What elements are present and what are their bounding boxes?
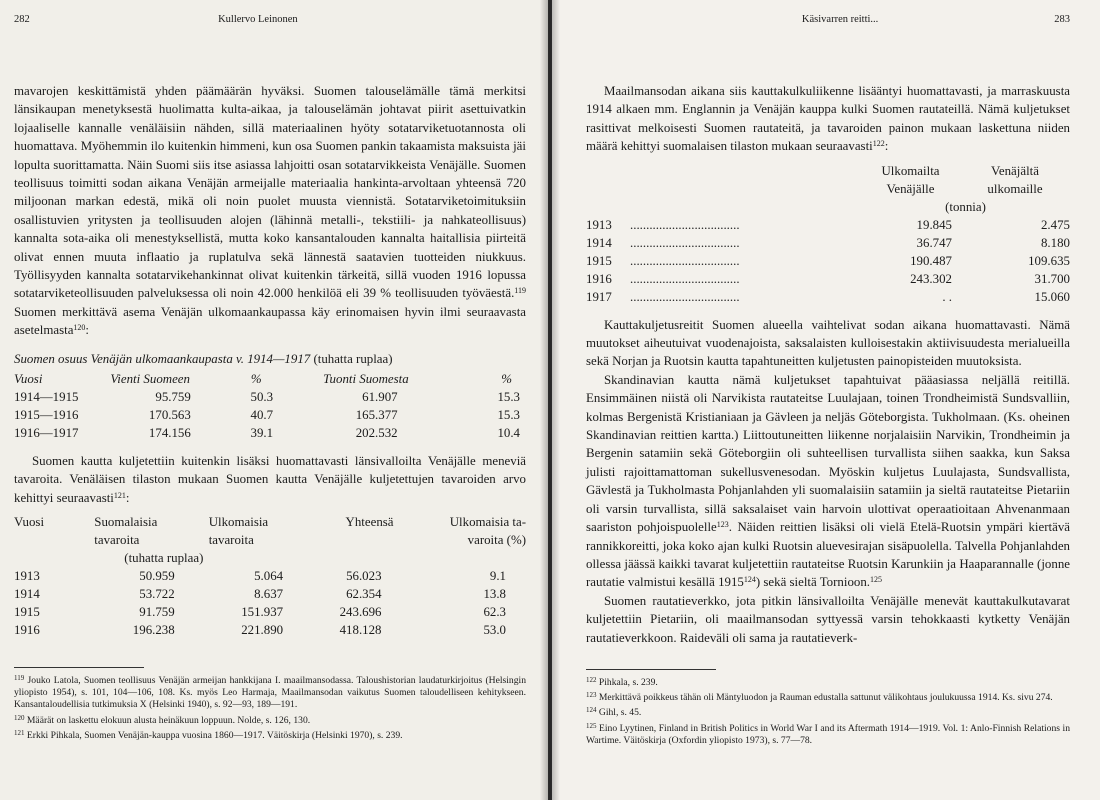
table-cell: 243.696	[339, 604, 382, 619]
table-cell: 174.156	[148, 425, 191, 440]
table-cell: 15.060	[1034, 289, 1070, 304]
footnote-125	[586, 720, 1070, 747]
table1-caption-unit: (tuhatta ruplaa)	[310, 351, 393, 366]
table-cell: 165.377	[355, 407, 398, 422]
table-cell: 56.023	[346, 568, 382, 583]
left-paragraph-2-text: Suomen kautta kuljetettiin kuitenkin lisäksi huomattavasti länsivalloilta Venäjälle meneviä tavaroita. Venäläisen tilaston mukaan Suomen kautta Venäjälle kuljetettujen tavaroiden arvo kehittyi seuraavasti	[14, 453, 526, 505]
table-row	[14, 388, 526, 406]
footnote-number: 125	[586, 721, 597, 730]
right-paragraph-4: Suomen rautatieverkko, jota pitkin länsivalloilta Venäjälle menevät kauttakulkutavarat kuljetettiin Pietariin, oli maailmansodan syttyessä varsin tehokkaasti kytketty Venäjän rautatieverkkoon. Raideväli oli sama ja rautatieverk-	[586, 593, 1070, 645]
footnote-ref-125: 125	[870, 575, 883, 585]
left-paragraph-2	[14, 452, 526, 507]
left-page	[0, 0, 548, 800]
right-page	[552, 0, 1100, 800]
left-footnotes	[14, 672, 526, 742]
footnote-ref-119: 119	[514, 286, 526, 296]
footnote-number: 120	[14, 713, 25, 722]
table-cell: 1915	[586, 253, 612, 268]
table2-header: varoita (%)	[467, 532, 526, 547]
table-cell: 109.635	[1028, 253, 1070, 268]
table2-unit-row	[14, 549, 526, 567]
table-cell: 36.747	[916, 235, 952, 250]
table-cell: 418.128	[339, 622, 382, 637]
table-cell: 50.3	[250, 389, 274, 404]
table-row	[586, 234, 1070, 252]
right-running-header	[586, 14, 1070, 28]
table-transit-goods-value	[14, 513, 526, 639]
footnote-ref-124: 124	[743, 575, 756, 585]
leader-dots: ..................................	[630, 235, 740, 250]
table-cell: 1913	[14, 568, 40, 583]
table2-header: Ulkomaisia ta-	[449, 514, 526, 529]
footnote-ref-122: 122	[872, 139, 885, 149]
table3-header: Ulkomailta	[881, 163, 940, 178]
footnote-121	[14, 727, 526, 742]
table-row	[14, 406, 526, 424]
footnote-120	[14, 712, 526, 727]
left-paragraph-1	[14, 82, 526, 340]
footnote-text: Määrät on laskettu elokuun alusta heinäkuun loppuun. Nolde, s. 126, 130.	[26, 714, 311, 726]
table-cell: 170.563	[148, 407, 191, 422]
right-paragraph-1-text: Maailmansodan aikana siis kauttakulkuliikenne lisääntyi huomattavasti, ja marraskuusta 1914 alkaen mm. Englannin ja Venäjän kauppa kulki Suomen rautateillä. Nämä kuljetukset rasittivat melkoisesti Suomen rautateitä, ja tavaroiden painon mukaan laskettuna niiden määrä kehittyi suomalaisen tilaston mukaan seuraavasti	[586, 84, 1070, 154]
left-paragraph-1-text-b: Suomen merkittävä asema Venäjän ulkomaankaupassa käy erinomaisen hyvin ilmi seuraavasta asetelmasta	[14, 304, 526, 338]
table-cell: 1914	[586, 235, 612, 250]
left-paragraph-2-end: :	[125, 490, 130, 505]
table1-caption-title: Suomen osuus Venäjän ulkomaankaupasta v. 1914—1917	[14, 351, 311, 366]
footnote-number: 124	[586, 706, 597, 715]
table-cell: 13.8	[483, 586, 506, 601]
table-cell: 1914	[14, 586, 40, 601]
table2-header-row-2	[14, 531, 526, 549]
right-paragraph-3-text: Skandinavian kautta nämä kuljetukset tapahtuivat pääasiassa neljällä reitillä. Ensimmäinen niistä oli Narvikista rautateitse Luulajaan, toinen Trondheimistä Sundsvalliin, kolmas Bergenistä Kristianiaan ja Gävleen ja neljäs Göteborgista. Tukholmaan. (Ks. oheinen Skandinavian reittien kartta.) Liittoutuneitten liikenne norjalaisiin Narvikin, Trondheimin ja Bergenin satamiin sekä Göteborgiin oli suhteellisen turvallista siihen saakka, kun Saksa julisti rajoittamattoman sukellusvenesodan. Myöskin kuljetus Luulajasta, Sundsvallista, Gävlestä ja Tukholmasta Pohjanlahden yli suomalaisiin satamiin ja sieltä rautateitse Pietariin oli varsin turvallista, sillä saksalaiset vain harvoin ulottivat operaatioitaan Ahvenanmaan saariston pohjoispuolelle	[586, 372, 1070, 535]
footnote-text: Erkki Pihkala, Suomen Venäjän-kauppa vuosina 1860—1917. Väitöskirja (Helsinki 1970), s. 239.	[26, 729, 403, 741]
table2-unit: (tuhatta ruplaa)	[124, 550, 204, 565]
table-russia-trade-share	[14, 370, 526, 442]
table-cell: 19.845	[916, 217, 952, 232]
table-row	[14, 603, 526, 621]
footnote-ref-120: 120	[73, 323, 86, 333]
table-cell: 62.354	[346, 586, 382, 601]
left-running-head: Kullervo Leinonen	[218, 14, 298, 25]
table-row	[586, 270, 1070, 288]
table-cell: 221.890	[241, 622, 284, 637]
table1-header: %	[250, 371, 262, 386]
table3-header: ulkomaille	[987, 181, 1043, 196]
table3-header: Venäjältä	[991, 163, 1039, 178]
right-paragraph-3-text-c: ) sekä sieltä Tornioon.	[755, 575, 871, 590]
right-paragraph-3	[586, 371, 1070, 592]
table-row	[14, 567, 526, 585]
footnote-124	[586, 704, 1070, 719]
right-paragraph-3-text-b: . Näiden reittien lisäksi oli vielä Etelä-Ruotsin ympäri kiertävä rannikkoreitti, joka koko ajan kulki Ruotsin aluevesirajan sisäpuolella. Talvella Pohjanlahden ollessa jäässä kaikki tavarat kuljetettiin rautateitse Ruotsin Karunkiin ja Haaparannalle (jonne rautatie valmistui kesällä 1915	[586, 520, 1071, 590]
left-paragraph-1-text: mavarojen keskittämistä yhden päämäärän hyväksi. Suomen talouselämälle tämä merkitsi länsikaupan menetyksestä huolimatta kulta-aikaa, ja talouselämän johtavat piirit asettuivatkin lojaaliselle kannalle venäläisiin nähden, sillä materiaalinen hyöty sotatarviketuotannosta oli huomattava. Myöhemmin ilo kuitenkin himmeni, kun osa Suomen pankin takaamista maksuista jäi lopulta suorittamatta. Näin Suomi siis itse asiassa lahjoitti osan sotatarvikkeista Venäjälle. Suomen teollisuus toimitti sodan aikana Venäjän armeijalle materiaalia hankinta-arvoltaan yhteensä 720 miljoonan markan edestä, mikä oli noin puolet muusta viennistä. Sotatarviketoimituksiin osallistuvien yritysten ja teollisuuden alojen (lähinnä metalli-, tekstiili- ja nahkateollisuus) kannalta sota-aika oli menestyksellistä, mutta koko kansantalouden kannalta haitallisia piirteitä olivat ennen muuta inflaatio ja ruplatulva sekä lännestä saatavien tuotteiden niukkuus. Työllisyyden kannalta sotatarvikehankinnat olivat kuitenkin tärkeitä, sillä vuoden 1916 lopussa sotatarviketeollisuuden palveluksessa oli noin 42.000 henkilöä eli 39 % teollisuuden työväestä.	[14, 84, 526, 301]
table-cell: 50.959	[139, 568, 175, 583]
table1-header: Vuosi	[14, 371, 43, 386]
table-cell: 1916	[14, 622, 40, 637]
table-cell: 95.759	[155, 389, 191, 404]
table-cell: 196.238	[132, 622, 175, 637]
table3-unit: (tonnia)	[945, 199, 986, 214]
left-footnote-rule	[14, 667, 144, 668]
table-row	[14, 424, 526, 442]
table1-header: Vienti Suomeen	[110, 371, 190, 386]
table2-header: tavaroita	[94, 532, 140, 547]
table-row	[14, 585, 526, 603]
table-row	[14, 621, 526, 639]
table3-header-row-2	[586, 180, 1070, 198]
table-cell: 202.532	[355, 425, 398, 440]
left-paragraph-1-end: :	[85, 323, 90, 338]
table-row	[586, 288, 1070, 306]
leader-dots: ..................................	[630, 289, 740, 304]
table-cell: 39.1	[250, 425, 274, 440]
table1-header-row	[14, 370, 526, 388]
table-cell: 8.637	[254, 586, 284, 601]
table-cell: 53.0	[483, 622, 506, 637]
table1-header: %	[501, 371, 512, 386]
table2-header: Yhteensä	[345, 514, 394, 529]
table-cell: 61.907	[362, 389, 398, 404]
left-running-header	[14, 14, 526, 28]
table2-header: tavaroita	[208, 532, 254, 547]
table-row	[586, 216, 1070, 234]
right-footnotes	[586, 674, 1070, 747]
table2-header: Vuosi	[14, 514, 45, 529]
table1-header: Tuonti Suomesta	[323, 371, 409, 386]
table-cell: 5.064	[254, 568, 284, 583]
table3-unit-row	[586, 198, 1070, 216]
right-paragraph-1-end: :	[884, 139, 889, 154]
table-cell: 1913	[586, 217, 612, 232]
leader-dots: ..................................	[630, 217, 740, 232]
right-running-head: Käsivarren reitti...	[801, 14, 879, 25]
table3-header-row	[586, 162, 1070, 180]
footnote-ref-121: 121	[113, 490, 126, 500]
right-paragraph-1	[586, 82, 1070, 156]
table3-header: Venäjälle	[886, 181, 935, 196]
leader-dots: ..................................	[630, 253, 740, 268]
table-cell: 31.700	[1034, 271, 1070, 286]
table-cell: 15.3	[497, 407, 520, 422]
footnote-text: Pihkala, s. 239.	[598, 676, 658, 688]
table-cell: 1916	[586, 271, 612, 286]
table-cell: 15.3	[497, 389, 520, 404]
right-paragraph-2: Kauttakuljetusreitit Suomen alueella vaihtelivat sodan aikana huomattavasti. Nämä muutokset aiheutuivat vuodenajoista, saksalaisten kulloisestakin aktiivisuudesta merialueilla sekä Norjan ja Ruotsin kautta tapahtuneitten kuljetusten painopisteiden muutoksista.	[586, 317, 1070, 369]
table-cell: 1916—1917	[14, 425, 79, 440]
table-cell: 190.487	[910, 253, 952, 268]
table-cell: 40.7	[250, 407, 274, 422]
footnote-122	[586, 674, 1070, 689]
footnote-text: Eino Lyytinen, Finland in British Politics in World War I and its Aftermath 1914—1919. Vol. 1: Anlo-Finnish Relations in Wartime. Väitöskirja (Oxfordin yliopisto 1973), s. 77—78.	[586, 722, 1070, 746]
footnote-text: Jouko Latola, Suomen teollisuus Venäjän armeijan hankkijana I. maailmansodassa. Taloushistorian laudaturkirjoitus (Helsingin yliopisto 1954), s. 101, 104—106, 108. Ks. myös Leo Harmaja, Maailmansodan vaikutus Suomen taloudelliseen kehitykseen. Kansantaloudellisia tutkimuksia X (Helsinki 1940), s. 92—93, 189—191.	[14, 674, 526, 711]
table-cell: 91.759	[139, 604, 175, 619]
table-cell: 8.180	[1040, 235, 1070, 250]
footnote-number: 121	[14, 728, 25, 737]
table-cell: 53.722	[139, 586, 175, 601]
footnote-ref-123: 123	[716, 520, 729, 530]
footnote-text: Gihl, s. 45.	[598, 707, 642, 719]
footnote-119	[14, 672, 526, 712]
table-transit-tonnage	[586, 162, 1070, 306]
table-cell: 243.302	[910, 271, 952, 286]
footnote-text: Merkittävä poikkeus tähän oli Mäntyluodon ja Rauman edustalla sattunut välikohtaus joulukuussa 1914. Ks. sivu 274.	[598, 692, 1053, 704]
table2-header: Suomalaisia	[94, 514, 158, 529]
table-cell: 62.3	[483, 604, 506, 619]
table-row	[586, 252, 1070, 270]
table-cell: 9.1	[489, 568, 506, 583]
leader-dots: ..................................	[630, 271, 740, 286]
table-cell: 1915—1916	[14, 407, 79, 422]
right-page-number: 283	[1054, 14, 1070, 25]
footnote-123	[586, 689, 1070, 704]
table-cell: 1917	[586, 289, 612, 304]
table-cell: . .	[942, 289, 952, 304]
table-cell: 151.937	[241, 604, 284, 619]
table-cell: 1914—1915	[14, 389, 79, 404]
table-cell: 2.475	[1040, 217, 1070, 232]
table-cell: 10.4	[497, 425, 520, 440]
left-page-number: 282	[14, 14, 30, 25]
table-cell: 1915	[14, 604, 40, 619]
right-footnote-rule	[586, 669, 716, 670]
footnote-number: 122	[586, 675, 597, 684]
table2-header: Ulkomaisia	[208, 514, 269, 529]
footnote-number: 119	[14, 673, 25, 682]
footnote-number: 123	[586, 691, 597, 700]
table1-caption	[14, 350, 526, 368]
table2-header-row	[14, 513, 526, 531]
